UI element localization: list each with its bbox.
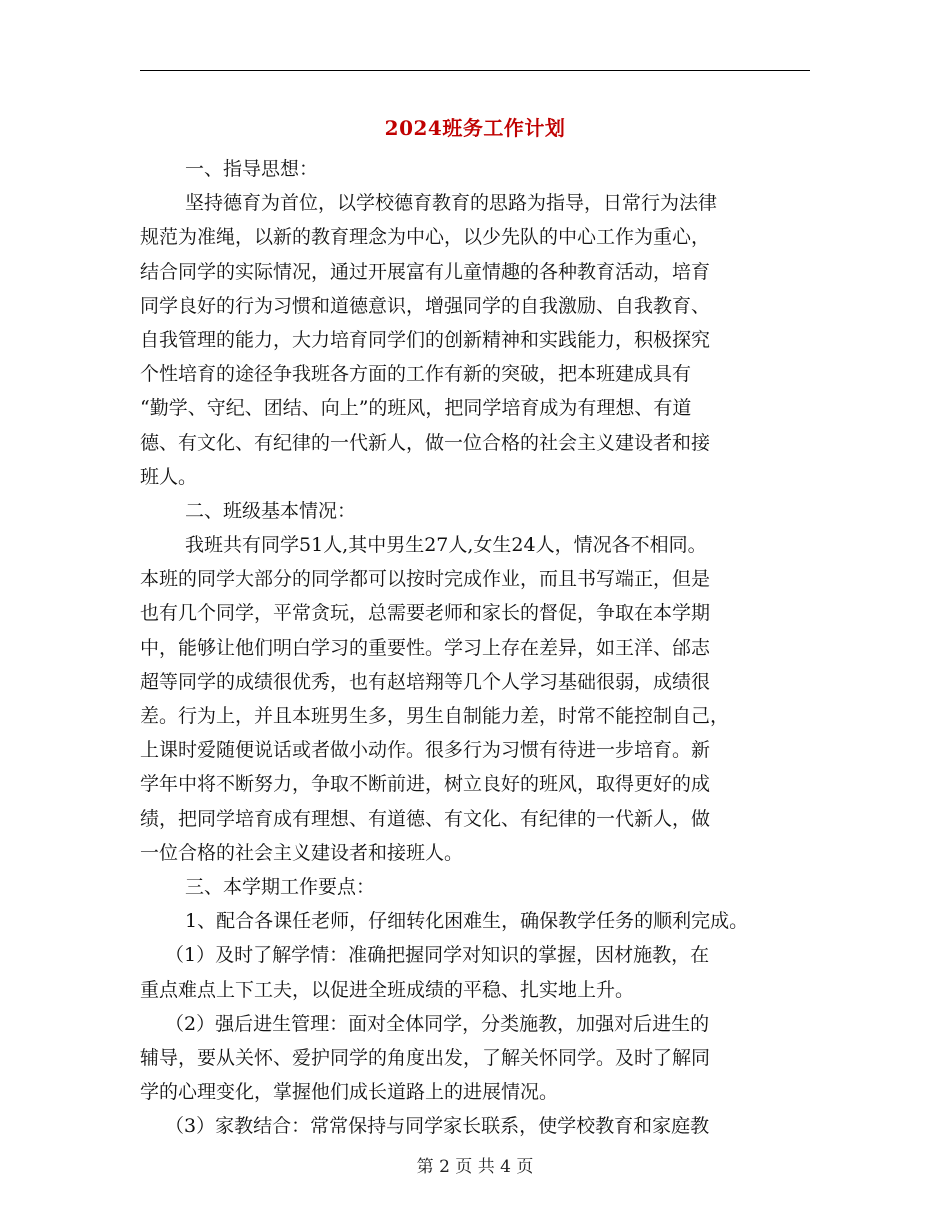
- text-line: 辅导，要从关怀、爱护同学的角度出发，了解关怀同学。及时了解同: [140, 1046, 711, 1069]
- text-line: 超等同学的成绩很优秀，也有赵培翔等几个人学习基础很弱，成绩很: [140, 670, 711, 693]
- text-line: 我班共有同学51人,其中男生27人,女生24人，情况各不相同。: [185, 534, 707, 557]
- text-line: 一位合格的社会主义建设者和接班人。: [140, 841, 464, 864]
- text-line: 个性培育的途径争我班各方面的工作有新的突破，把本班建成具有: [140, 363, 692, 386]
- text-line: （2）强后进生管理：面对全体同学，分类施教，加强对后进生的: [165, 1012, 710, 1035]
- text-line: 重点难点上下工夫，以促进全班成绩的平稳、扎实地上升。: [140, 978, 635, 1001]
- text-line: 绩，把同学培育成有理想、有道德、有文化、有纪律的一代新人，做: [140, 807, 711, 830]
- text-line: 三、本学期工作要点：: [185, 875, 376, 898]
- text-line: 结合同学的实际情况，通过开展富有儿童情趣的各种教育活动，培育: [140, 260, 711, 283]
- document-title: 2024班务工作计划: [384, 116, 566, 140]
- text-line: 中，能够让他们明白学习的重要性。学习上存在差异，如王洋、邰志: [140, 636, 711, 659]
- text-line: 班人。: [140, 465, 198, 488]
- text-line: 二、班级基本情况：: [185, 499, 357, 522]
- document-body: [140, 152, 810, 1143]
- page-indicator: 第 2 页 共 4 页: [416, 1157, 534, 1177]
- text-line: （3）家教结合：常常保持与同学家长联系，使学校教育和家庭教: [165, 1115, 710, 1138]
- text-line: 一、指导思想：: [185, 158, 319, 180]
- text-line: 学的心理变化，掌握他们成长道路上的进展情况。: [140, 1081, 559, 1104]
- text-line: 同学良好的行为习惯和道德意识，增强同学的自我激励、自我教育、: [140, 294, 711, 317]
- text-line: 自我管理的能力，大力培育同学们的创新精神和实践能力，积极探究: [140, 328, 711, 351]
- header-rule: [140, 70, 810, 71]
- text-line: （1）及时了解学情：准确把握同学对知识的掌握，因材施教，在: [165, 944, 710, 967]
- text-line: 上课时爱随便说话或者做小动作。很多行为习惯有待进一步培育。新: [140, 739, 711, 762]
- text-line: 坚持德育为首位，以学校德育教育的思路为指导，日常行为法律: [185, 192, 718, 215]
- text-line: 学年中将不断努力，争取不断前进，树立良好的班风，取得更好的成: [140, 773, 711, 796]
- text-line: 德、有文化、有纪律的一代新人，做一位合格的社会主义建设者和接: [140, 431, 711, 454]
- text-line: 1、配合各课任老师，仔细转化困难生，确保教学任务的顺利完成。: [185, 910, 749, 933]
- text-line: 差。行为上，并且本班男生多，男生自制能力差，时常不能控制自己，: [140, 705, 730, 727]
- text-line: 也有几个同学，平常贪玩，总需要老师和家长的督促，争取在本学期: [140, 602, 711, 625]
- text-line: 规范为准绳，以新的教育理念为中心，以少先队的中心工作为重心，: [140, 226, 711, 249]
- text-line: “勤学、守纪、团结、向上”的班风，把同学培育成为有理想、有道: [140, 397, 692, 420]
- text-line: 本班的同学大部分的同学都可以按时完成作业，而且书写端正，但是: [140, 568, 711, 591]
